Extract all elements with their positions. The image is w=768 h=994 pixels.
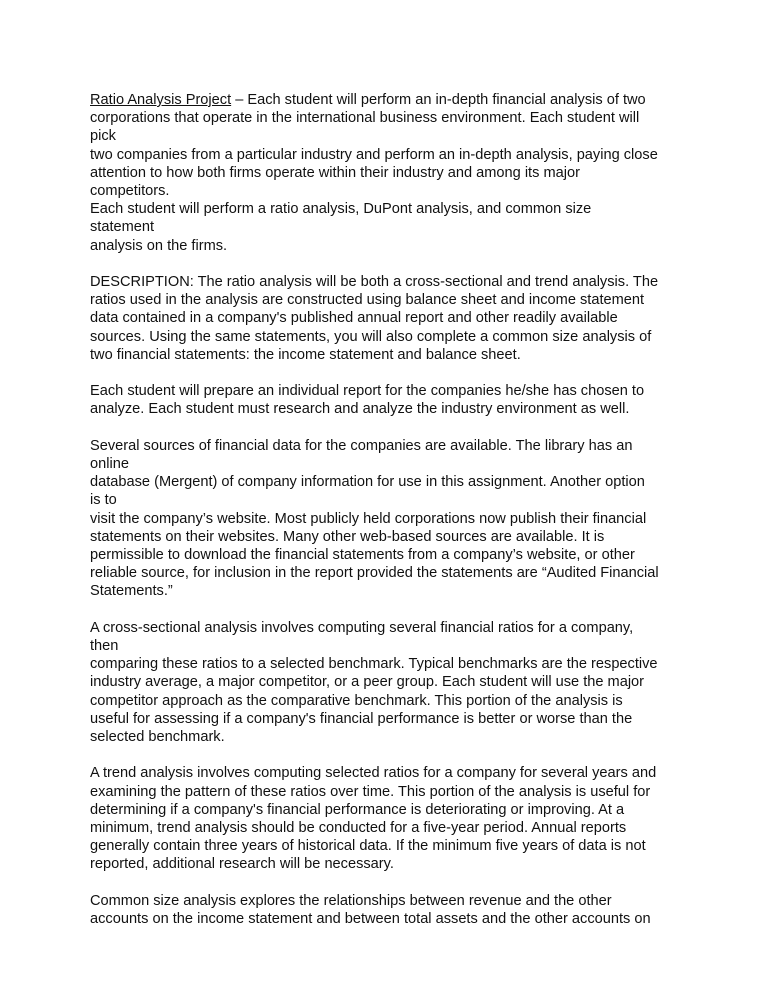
line: online — [90, 456, 129, 473]
line: visit the company’s website. Most publicly held corporations now publish their financial — [90, 510, 647, 527]
line: competitors. — [90, 183, 170, 200]
line: analyze. Each student must research and analyze the industry environment as well. — [90, 401, 630, 418]
line: two companies from a particular industry and perform an in-depth analysis, paying close — [90, 146, 658, 163]
line: useful for assessing if a company's financial performance is better or worse than the — [90, 710, 633, 727]
paragraph-individual-report — [90, 382, 690, 418]
line: database (Mergent) of company information for use in this assignment. Another option — [90, 474, 645, 491]
document-heading: Ratio Analysis Project — [90, 92, 232, 108]
line: A trend analysis involves computing selected ratios for a company for several years and — [90, 765, 657, 782]
line: reliable source, for inclusion in the report provided the statements are “Audited Financial — [90, 565, 659, 582]
paragraph-cross-sectional — [90, 619, 690, 746]
line: selected benchmark. — [90, 729, 225, 746]
line: industry average, a major competitor, or a peer group. Each student will use the major — [90, 674, 645, 691]
line: Statements.” — [90, 583, 173, 600]
line-text: – Each student will perform an in-depth financial analysis of two — [231, 92, 646, 108]
line: determining if a company's financial performance is deteriorating or improving. At a — [90, 801, 625, 818]
line: permissible to download the financial statements from a company’s website, or other — [90, 547, 635, 564]
paragraph-common-size — [90, 892, 690, 928]
paragraph-gap — [90, 601, 690, 619]
line: reported, additional research will be necessary. — [90, 856, 394, 873]
line: minimum, trend analysis should be conducted for a five-year period. Annual reports — [90, 820, 627, 837]
paragraph-intro — [90, 91, 690, 255]
line: Common size analysis explores the relationships between revenue and the other — [90, 892, 612, 909]
line — [90, 91, 690, 109]
paragraph-gap — [90, 364, 690, 382]
paragraph-trend — [90, 764, 690, 873]
line: two financial statements: the income statement and balance sheet. — [90, 346, 521, 363]
line: data contained in a company's published annual report and other readily available — [90, 310, 618, 327]
paragraph-gap — [90, 874, 690, 892]
document-page — [90, 91, 690, 928]
line: Several sources of financial data for the companies are available. The library has an — [90, 437, 633, 454]
line: DESCRIPTION: The ratio analysis will be both a cross-sectional and trend analysis. The — [90, 274, 659, 291]
line: ratios used in the analysis are constructed using balance sheet and income statement — [90, 292, 645, 309]
line: corporations that operate in the international business environment. Each student will — [90, 110, 640, 127]
paragraph-gap — [90, 255, 690, 273]
line: generally contain three years of historical data. If the minimum five years of data is not — [90, 838, 646, 855]
line: competitor approach as the comparative benchmark. This portion of the analysis is — [90, 692, 623, 709]
paragraph-gap — [90, 746, 690, 764]
paragraph-data-sources — [90, 437, 690, 601]
paragraph-description — [90, 273, 690, 364]
line: attention to how both firms operate within their industry and among its major — [90, 164, 580, 181]
line: examining the pattern of these ratios over time. This portion of the analysis is useful for — [90, 783, 651, 800]
line: accounts on the income statement and between total assets and the other accounts on — [90, 911, 651, 928]
paragraph-gap — [90, 419, 690, 437]
line: A cross-sectional analysis involves computing several financial ratios for a company, — [90, 619, 634, 636]
line: comparing these ratios to a selected benchmark. Typical benchmarks are the respective — [90, 656, 658, 673]
line: is to — [90, 492, 117, 509]
line: statement — [90, 219, 155, 236]
line: analysis on the firms. — [90, 237, 228, 254]
line: Each student will perform a ratio analysis, DuPont analysis, and common size — [90, 201, 592, 218]
line: statements on their websites. Many other web-based sources are available. It is — [90, 528, 605, 545]
line: then — [90, 638, 119, 655]
line: pick — [90, 128, 116, 145]
line: sources. Using the same statements, you will also complete a common size analysis of — [90, 328, 652, 345]
line: Each student will prepare an individual report for the companies he/she has chosen to — [90, 383, 645, 400]
